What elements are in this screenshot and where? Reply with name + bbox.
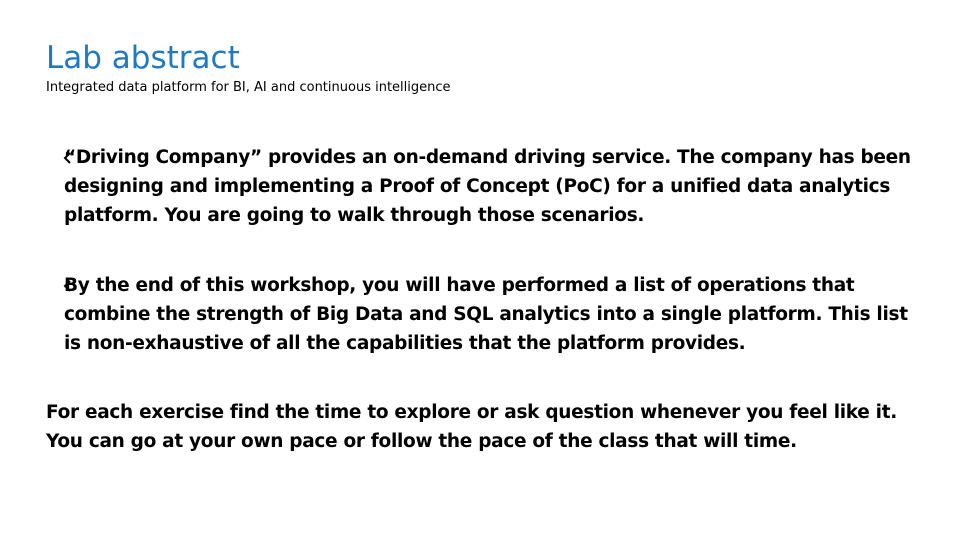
slide-subtitle: Integrated data platform for BI, AI and continuous intelligence	[46, 80, 451, 95]
slide-title: Lab abstract	[46, 40, 240, 76]
bullet-text-2: By the end of this workshop, you will have performed a list of operations that combine the strength of Big Data and SQL analytics into a single platform. This list is non-exhaustive of all the capabilities that the platform provides.	[64, 275, 908, 354]
bullet-item-2	[64, 271, 914, 358]
arrow-bullet-icon	[62, 280, 74, 292]
closing-paragraph: For each exercise find the time to explore or ask question whenever you feel like it. You can go at your own pace or follow the pace of the class that will time.	[46, 402, 897, 452]
arrow-bullet-icon	[62, 152, 74, 164]
bullet-text-1: “Driving Company” provides an on-demand driving service. The company has been designing and implementing a Proof of Concept (PoC) for a unified data analytics platform. You are going to walk through those scenarios.	[64, 147, 911, 226]
bullet-item-1	[64, 143, 914, 230]
